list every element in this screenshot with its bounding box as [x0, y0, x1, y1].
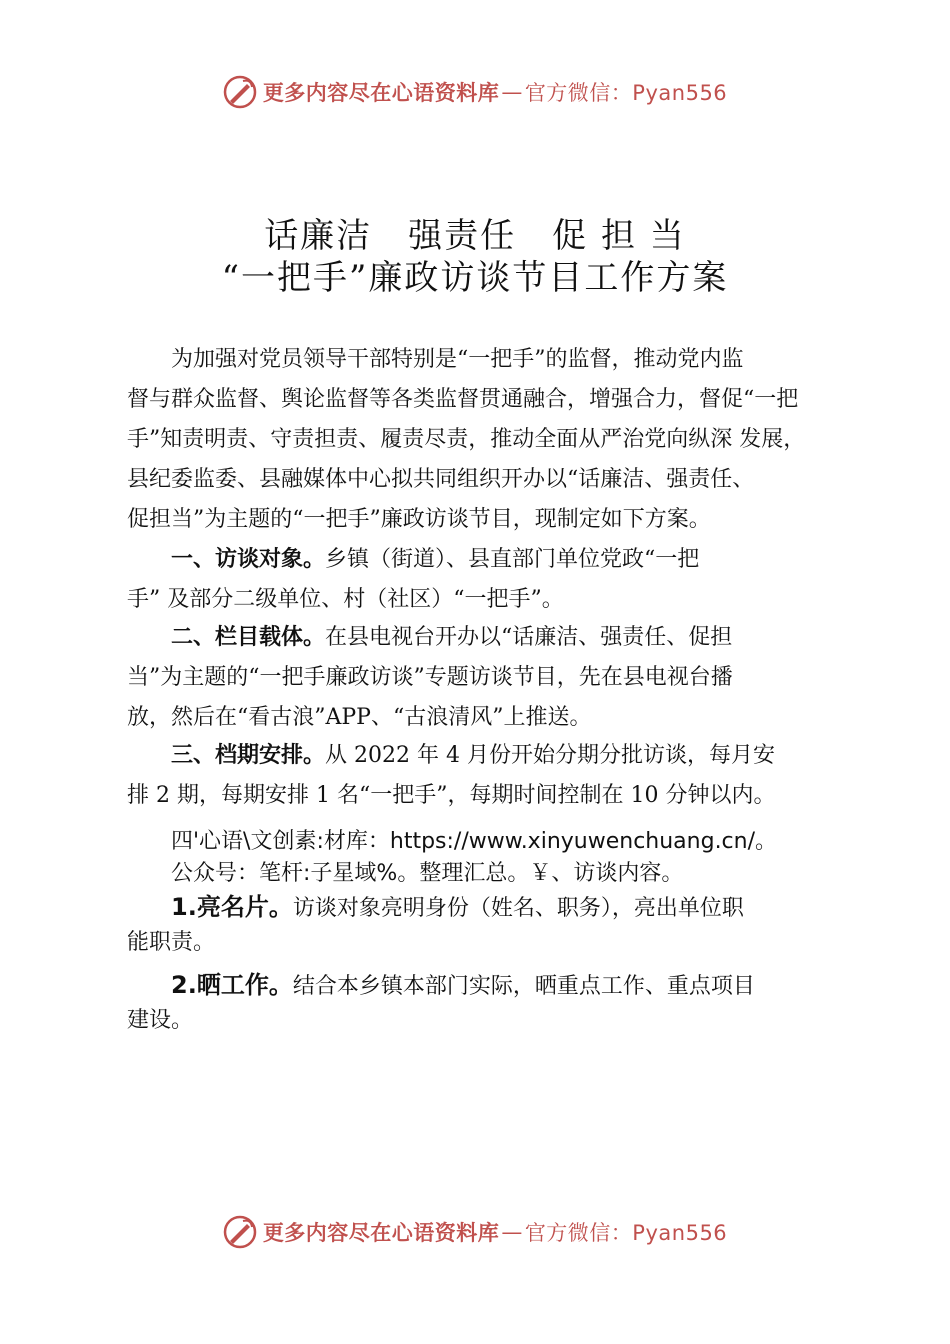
section-heading: 三、档期安排。 [171, 743, 326, 768]
intro-line: 县纪委监委、县融媒体中心拟共同组织开办以“话廉洁、强责任、 [127, 467, 755, 492]
inserted-promo-text [127, 826, 857, 890]
section-text: 当”为主题的“一把手廉政访谈”专题访谈节目，先在县电视台播 [127, 665, 733, 690]
quill-logo-icon [223, 1215, 257, 1249]
document-title-line2: “一把手”廉政访谈节目工作方案 [221, 258, 729, 298]
intro-line: 手”知责明责、守责担责、履责尽责，推动全面从严治党向纵深 发展， [127, 427, 806, 452]
intro-paragraph [127, 340, 839, 540]
item-number: 2.晒工作。 [171, 971, 293, 999]
section-text: 手” 及部分二级单位、村（社区）“一把手”。 [127, 587, 564, 612]
section-text: 排 2 期，每期安排 1 名“一把手”，每期时间控制在 10 分钟以内。 [127, 783, 776, 808]
promo-line: 公众号：笔杆:子星域%。整理汇总。￥、访谈内容。 [171, 861, 684, 886]
intro-line: 为加强对党员领导干部特别是“一把手”的监督，推动党内监 [171, 347, 744, 372]
section-schedule [127, 736, 839, 816]
section-text: 放，然后在“看古浪”APP、“古浪清风”上推送。 [127, 705, 592, 730]
section-text: 从 2022 年 4 月份开始分期分批访谈，每月安 [325, 743, 775, 768]
document-title-line1: 话廉洁 强责任 促 担 当 [264, 216, 686, 256]
section-program-carrier [127, 618, 839, 738]
section-text: 乡镇（街道）、县直部门单位党政“一把 [325, 547, 700, 572]
banner-separator: — [501, 1220, 523, 1244]
intro-line: 促担当”为主题的“一把手”廉政访谈节目，现制定如下方案。 [127, 507, 711, 532]
item-text: 访谈对象亮明身份（姓名、职务），亮出单位职 [292, 896, 744, 921]
banner-separator: — [501, 80, 523, 104]
banner-main-text: 更多内容尽在心语资料库 [262, 1221, 500, 1245]
item-show-work [127, 968, 839, 1038]
item-text: 建设。 [127, 1008, 194, 1033]
promo-line: 四'心语\文创素:材库：https://www.xinyuwenchuang.cn/。 [171, 829, 778, 854]
footer-watermark-banner [0, 1212, 950, 1252]
item-text: 能职责。 [127, 930, 216, 955]
quill-logo-icon [223, 75, 257, 109]
section-interview-targets [127, 540, 839, 620]
section-text: 在县电视台开办以“话廉洁、强责任、促担 [325, 625, 733, 650]
banner-wechat-text: 官方微信：Pyan556 [524, 81, 728, 105]
intro-line: 督与群众监督、舆论监督等各类监督贯通融合，增强合力，督促“一把 [127, 387, 799, 412]
banner-main-text: 更多内容尽在心语资料库 [262, 81, 500, 105]
section-heading: 一、访谈对象。 [171, 547, 326, 572]
header-watermark-banner [0, 72, 950, 112]
item-number: 1.亮名片。 [171, 893, 293, 921]
banner-wechat-text: 官方微信：Pyan556 [524, 1221, 728, 1245]
item-text: 结合本乡镇本部门实际，晒重点工作、重点项目 [292, 974, 755, 999]
section-heading: 二、栏目载体。 [171, 625, 326, 650]
item-show-namecard [127, 890, 839, 960]
